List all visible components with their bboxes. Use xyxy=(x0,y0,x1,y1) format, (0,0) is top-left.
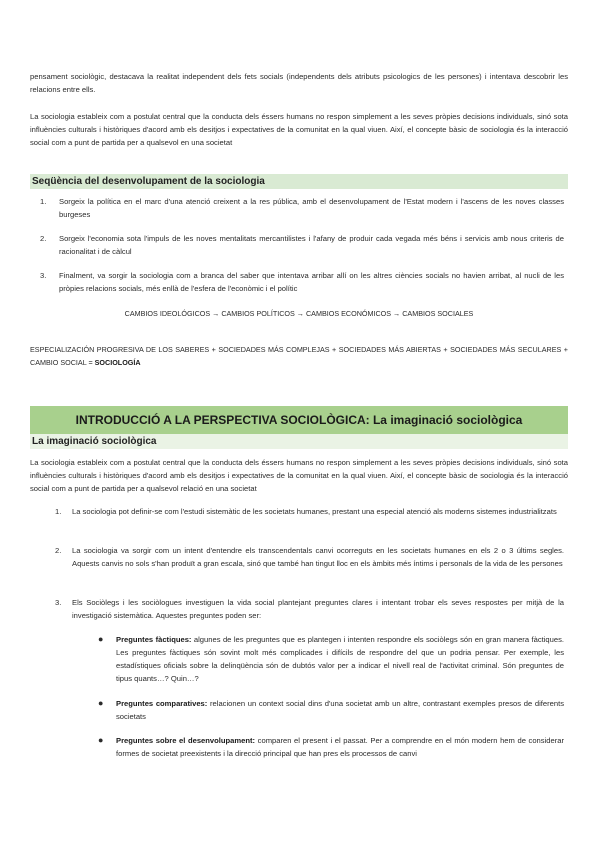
section-paragraph-1: La sociologia estableix com a postulat central que la conducta dels éssers humans no respon simplement a les seves pròpies decisions individuals, sinó sota influències culturals i històriques d'acord amb els desitjos i expectatives de la comunitat en la qual viuen. Així, el concepte bàsic de sociologia és la interacció social com a punt de partida per a qualsevol relació en una societat xyxy=(30,458,568,493)
sequence-item-2-number: 2. xyxy=(40,234,47,243)
sequence-item-1-number: 1. xyxy=(40,197,47,206)
sociology-formula xyxy=(30,343,568,369)
changes-chain: CAMBIOS IDEOLÓGICOS → CAMBIOS POLÍTICOS → CAMBIOS ECONÓMICOS → CAMBIOS SOCIALES xyxy=(124,309,474,318)
bullet-comparative-label: Preguntes comparatives: xyxy=(116,699,208,708)
bullet-comparative-text: relacionen un context social dins d'una societat amb un altre, contrastant exemples presos de diferents societats xyxy=(116,699,564,721)
intro-paragraph-2: La sociologia estableix com a postulat central que la conducta dels éssers humans no respon simplement a les seves pròpies decisions individuals, sinó sota influències culturals i històriques d'acord amb els desitjos i expectatives de la comunitat en la qual viuen. Així, el concepte bàsic de sociologia és la interacció social com a punt de partida per a qualsevol en una societat xyxy=(30,112,568,147)
bullet-development-label: Preguntes sobre el desenvolupament: xyxy=(116,736,256,745)
sequence-item-2: Sorgeix l'economia sota l'impuls de les noves mentalitats mercantilistes i l'afany de produir cada vegada més béns i servicis amb nous criteris de racionalitat i de càlcul xyxy=(59,234,564,256)
bullet-factual-label: Preguntes fàctiques: xyxy=(116,635,192,644)
intro-paragraph-1: pensament sociològic, destacava la realitat independent dels fets socials (independents dels atributs psicologics de les persones) i intentava descobrir les relacions entre ells. xyxy=(30,72,568,94)
sequence-item-3-number: 3. xyxy=(40,271,47,280)
bullet-icon: ● xyxy=(98,735,104,745)
bullet-development xyxy=(116,734,564,760)
bullet-icon: ● xyxy=(98,698,104,708)
section-item-3: Els Sociòlegs i les sociòlogues investiguen la vida social plantejant preguntes clares i intentant trobar els seves respostes per mitjà de la investigació sistemàtica. Aquestes preguntes poden ser: xyxy=(72,598,564,620)
sequence-item-1: Sorgeix la política en el marc d'una atenció creixent a la res pública, amb el desenvolupament de l'Estat modern i l'ascens de les noves classes burgeses xyxy=(59,197,564,219)
formula-result: SOCIOLOGÍA xyxy=(94,358,141,367)
section-item-2-number: 2. xyxy=(55,546,62,555)
bullet-factual xyxy=(116,633,564,685)
section-item-1-number: 1. xyxy=(55,507,62,516)
bullet-icon: ● xyxy=(98,634,104,644)
bullet-comparative xyxy=(116,697,564,723)
section-subheading: La imaginació sociològica xyxy=(30,434,568,449)
bullet-development-text: comparen el present i el passat. Per a comprendre en el món modern hem de considerar formes de societat preexistents i la direcció principal que han pres els processos de canvi xyxy=(116,736,564,758)
sequence-heading: Seqüència del desenvolupament de la sociologia xyxy=(30,174,568,189)
section-item-3-number: 3. xyxy=(55,598,62,607)
bullet-factual-text: algunes de les preguntes que es plantegen i intenten respondre els sociòlegs són en gran manera fàctiques. Les preguntes fàctiques són sovint molt més complicades i difícils de respondre del que un podria pensar. Per exemple, les estadístiques oficials sobre la delinqüència són de dubtós valor per a indicar el nivell real de l'activitat criminal. Són preguntes de tipus quants…? Quin…? xyxy=(116,635,564,683)
section-item-1: La sociologia pot definir-se com l'estudi sistemàtic de les societats humanes, prestant una especial atenció als moderns sistemes industrialitzats xyxy=(72,507,557,516)
formula-text: ESPECIALIZACIÓN PROGRESIVA DE LOS SABERES + SOCIEDADES MÁS COMPLEJAS + SOCIEDADES MÁS ABIERTAS + SOCIEDADES MÁS SECULARES + CAMBIO SOCIAL = xyxy=(30,345,568,367)
sequence-item-3: Finalment, va sorgir la sociologia com a branca del saber que intentava arribar allí on les altres ciències socials no havien arribat, al nucli de les pròpies relacions socials, més enllà de l'esfera de l'econòmic i el polític xyxy=(59,271,564,293)
section-title: INTRODUCCIÓ A LA PERSPECTIVA SOCIOLÒGICA: La imaginació sociològica xyxy=(30,406,568,434)
section-item-2: La sociologia va sorgir com un intent d'entendre els transcendentals canvi ocorreguts en les societats humanes en els 2 o 3 últims segles. Aquests canvis no sols s'han produït a gran escala, sinó que també han tingut lloc en els àmbits més íntims i personals de la vida de les persones xyxy=(72,546,564,568)
